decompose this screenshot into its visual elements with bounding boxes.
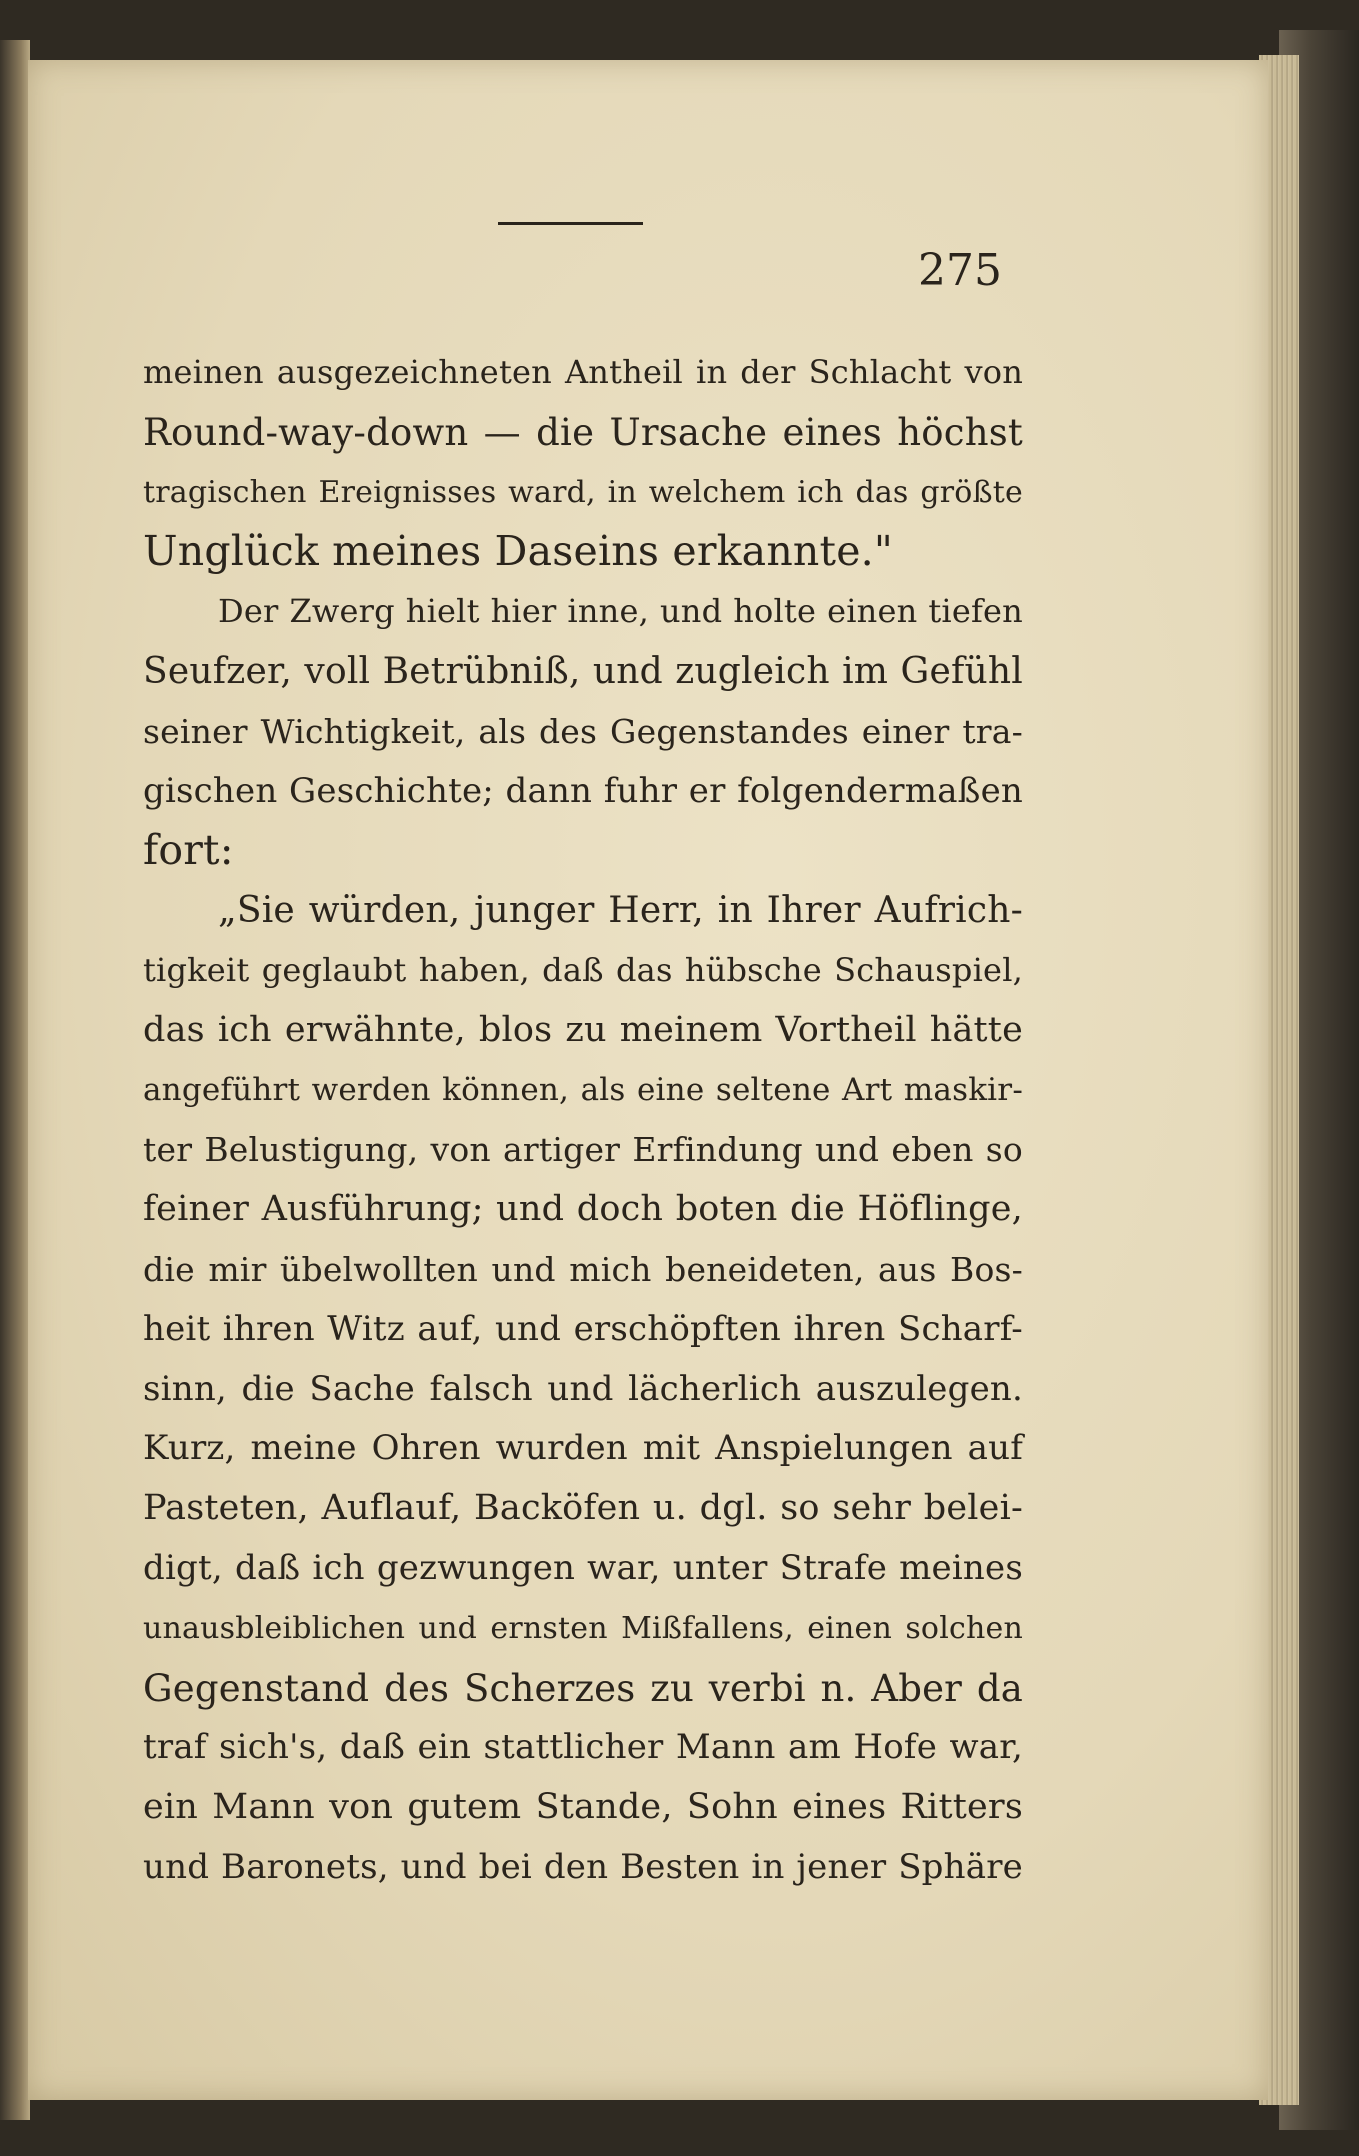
text-line: gischen Geschichte; dann fuhr er folgendermaßen [143,770,1023,811]
facing-page-edge [0,40,30,2120]
text-line: Unglück meines Daseins erkannte." [143,527,893,576]
text-line: unausbleiblichen und ernsten Mißfallens, einen solchen [143,1610,1023,1646]
text-line: heit ihren Witz auf, und erschöpften ihren Scharf- [143,1308,1023,1349]
text-line: angeführt werden können, als eine seltene Art maskir- [143,1071,1023,1108]
text-line: seiner Wichtigkeit, als des Gegenstandes einer tra- [143,711,1023,751]
text-line: tigkeit geglaubt haben, daß das hübsche Schauspiel, [143,950,1023,989]
text-line: ter Belustigung, von artiger Erfindung und eben so [143,1130,1023,1170]
header-rule [498,222,643,225]
text-line: tragischen Ereignisses ward, in welchem ich das größte [143,474,1023,510]
text-line: die mir übelwollten und mich beneideten, aus Bos- [143,1249,1023,1289]
text-line: und Baronets, und bei den Besten in jener Sphäre [143,1846,1023,1887]
text-line: traf sich's, daß ein stattlicher Mann am Hofe war, [143,1727,1023,1768]
text-line: Kurz, meine Ohren wurden mit Anspielungen auf [143,1428,1023,1469]
text-line: meinen ausgezeichneten Antheil in der Schlacht von [143,353,1023,391]
text-line: Gegenstand des Scherzes zu verbi n. Aber da [143,1666,1023,1710]
text-line: sinn, die Sache falsch und lächerlich auszulegen. [143,1368,1023,1409]
text-line: „Sie würden, junger Herr, in Ihrer Aufrich- [218,890,1023,932]
text-line: Pasteten, Auflauf, Backöfen u. dgl. so sehr belei- [143,1488,1023,1529]
text-line: digt, daß ich gezwungen war, unter Strafe meines [143,1547,1023,1588]
text-line: das ich erwähnte, blos zu meinem Vortheil hätte [143,1009,1023,1050]
text-line: feiner Ausführung; und doch boten die Höflinge, [143,1189,1023,1230]
page-number: 275 [918,245,1002,296]
text-line: fort: [143,826,234,875]
text-line: Der Zwerg hielt hier inne, und holte einen tiefen [218,592,1023,631]
text-line: ein Mann von gutem Stande, Sohn eines Ritters [143,1787,1023,1828]
text-line: Seufzer, voll Betrübniß, und zugleich im Gefühl [143,650,1023,692]
text-line: Round-way-down — die Ursache eines höchst [143,410,1023,454]
page-text [143,343,1023,1898]
book-page [28,60,1268,2100]
